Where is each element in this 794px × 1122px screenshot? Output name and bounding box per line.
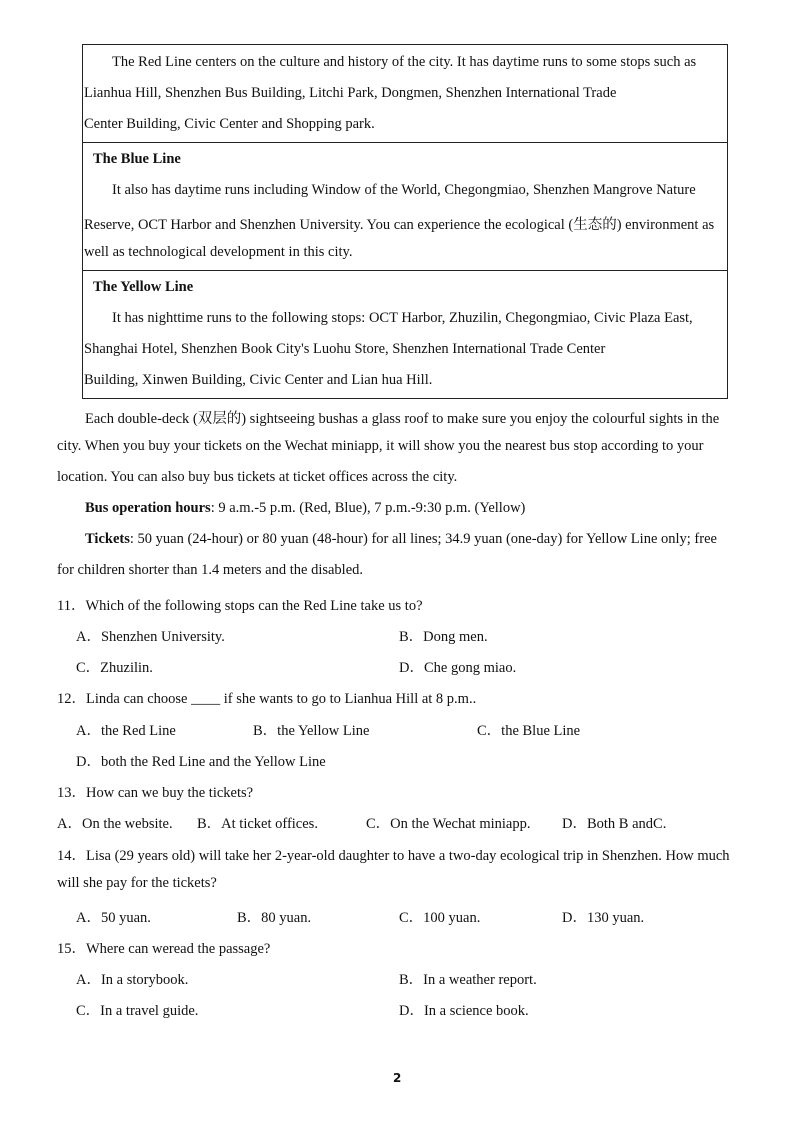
question-12-stem: 12．Linda can choose ____ if she wants to go to Lianhua Hill at 8 p.m.. [57,691,477,707]
bus-hours-text: : 9 a.m.-5 p.m. (Red, Blue), 7 p.m.-9:30 p.m. (Yellow) [210,500,526,516]
q13-option-a[interactable]: A．On the website. [57,816,173,832]
q12-option-c[interactable]: C．the Blue Line [477,723,581,739]
bus-hours [85,500,525,517]
yellow-line-title: The Yellow Line [93,279,194,295]
blue-line-title: The Blue Line [93,151,181,167]
red-line-text-2: Lianhua Hill, Shenzhen Bus Building, Litchi Park, Dongmen, Shenzhen International Trade [84,85,617,101]
q11-option-a[interactable]: A．Shenzhen University. [76,629,225,645]
question-14-stem: 14．Lisa (29 years old) will take her 2-year-old daughter to have a two-day ecological trip in Shenzhen. How much [57,848,730,864]
q14-option-c[interactable]: C．100 yuan. [399,910,481,926]
red-line-text-3: Center Building, Civic Center and Shopping park. [84,116,375,132]
q13-option-b[interactable]: B．At ticket offices. [197,816,318,832]
q11-option-d[interactable]: D．Che gong miao. [399,660,517,676]
q12-option-a[interactable]: A．the Red Line [76,723,176,739]
blue-line-text-2: Reserve, OCT Harbor and Shenzhen University. You can experience the ecological (生态的) environment as [84,217,715,233]
blue-line-text-3: well as technological development in this city. [84,244,353,260]
q12-option-b[interactable]: B．the Yellow Line [253,723,370,739]
question-14-stem-2: will she pay for the tickets? [57,875,217,891]
q15-option-d[interactable]: D．In a science book. [399,1003,529,1019]
q12-option-d[interactable]: D．both the Red Line and the Yellow Line [76,754,326,770]
q11-option-b[interactable]: B．Dong men. [399,629,488,645]
red-line-text-1: The Red Line centers on the culture and history of the city. It has daytime runs to some stops such as [112,54,697,70]
q14-option-b[interactable]: B．80 yuan. [237,910,312,926]
question-15-stem: 15．Where can weread the passage? [57,941,271,957]
q14-option-d[interactable]: D．130 yuan. [562,910,645,926]
q11-option-c[interactable]: C．Zhuzilin. [76,660,153,676]
tickets-label: Tickets [85,531,130,547]
q15-option-a[interactable]: A．In a storybook. [76,972,189,988]
bus-hours-label: Bus operation hours [85,500,211,516]
blue-line-box [82,142,728,271]
yellow-line-box [82,270,728,399]
paragraph-line-1: Each double-deck (双层的) sightseeing bushas a glass roof to make sure you enjoy the colourful sights in the [85,411,720,427]
q13-option-d[interactable]: D．Both B andC. [562,816,667,832]
q13-option-c[interactable]: C．On the Wechat miniapp. [366,816,531,832]
blue-line-text-1: It also has daytime runs including Window of the World, Chegongmiao, Shenzhen Mangrove Nature [112,182,696,198]
yellow-line-text-2: Shanghai Hotel, Shenzhen Book City's Luohu Store, Shenzhen International Trade Center [84,341,606,357]
page-number: 2 [393,1071,402,1085]
tickets-text: : 50 yuan (24-hour) or 80 yuan (48-hour) for all lines; 34.9 yuan (one-day) for Yellow Line only; free [129,531,717,547]
tickets-line-2: for children shorter than 1.4 meters and the disabled. [57,562,364,578]
q14-option-a[interactable]: A．50 yuan. [76,910,151,926]
yellow-line-text-1: It has nighttime runs to the following stops: OCT Harbor, Zhuzilin, Chegongmiao, Civic Plaza East, [112,310,693,326]
question-13-stem: 13．How can we buy the tickets? [57,785,254,801]
paragraph-line-3: location. You can also buy bus tickets at ticket offices across the city. [57,469,458,485]
red-line-box [82,44,728,143]
yellow-line-text-3: Building, Xinwen Building, Civic Center and Lian hua Hill. [84,372,433,388]
paragraph-line-2: city. When you buy your tickets on the Wechat miniapp, it will show you the nearest bus stop according to your [57,438,704,454]
q15-option-b[interactable]: B．In a weather report. [399,972,537,988]
question-11-stem: 11．Which of the following stops can the Red Line take us to? [57,598,423,614]
tickets-info [85,531,717,548]
q15-option-c[interactable]: C．In a travel guide. [76,1003,199,1019]
